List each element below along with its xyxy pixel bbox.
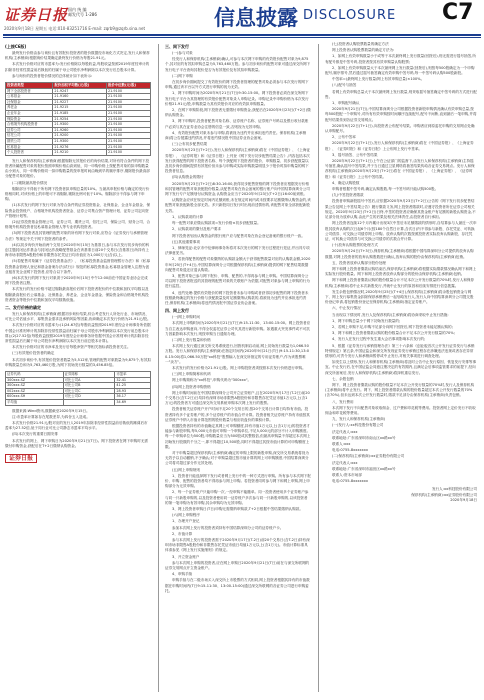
paragraph: 网上申购时间前在中国结算深圳分公司开立证券账户,且在2020年9月17日(T-2日)前20个交易日(含T-2日)日均持有深圳市场非限售A股股份和非限售存托凭证市值1万元以上(含1万元)的投资者方可通过深交所交易系统申购本次网上发行的股票。 [165,390,310,406]
table-cell: 21.9260 [53,127,107,133]
paragraph: 网下投资者划出认购资金的银行账户应与配售对象在协会登记备案的银行账户一致。 [172,233,305,238]
table-cell: 002xxx.SZ [6,388,64,394]
table-cell: 21.9100 [107,110,151,116]
paragraph: 网上投资者连续12个月内累计出现3次中签后未足额缴款的情形时,自结算参与人最近一次申报其放弃认购的次日起6个月(按180个自然日计算,含次日)内不得参与新股、存托凭证、可转换公司债券、可交换公司债券网上申购。放弃认购的次数按照投资者实际放弃认购新股、存托凭证、可转换公司债券与可交换公司债券的次数合并计算。 [325,221,477,241]
paragraph: 六、中止发行情况 [332,306,361,311]
paragraph: (1)本次发行的网下发行对象为符合条件的证券投资基金、社保基金、企业年金基金、保险资金投资账户、合格境外机构投资者资金、证券公司集合资产管理计划、证券公司定向资产管理计划等。 [5,203,151,218]
table-cell: 公募基金 [6,94,53,100]
table-cell: 可比公司C [63,388,115,394]
table-cell: 21.9160 [53,94,107,100]
paragraph: 八、发行费用 [332,399,354,404]
table-cell: 21.9215 [53,105,107,111]
paragraph: 2、市值计算 [172,531,193,536]
paragraph: (三)网上申购简称和代码 [172,372,211,377]
signoff: 发行人:xx科技股份有限公司 保荐机构(主承销商):xx证券股份有限公司 2020年9月18日 [411,487,477,502]
table-cell: 平均值 [6,400,64,406]
paragraph: 2、在网下申购阶段,网下投资者无需缴付申购资金,获配后在2020年9月23日(T+2日)缴纳认购资金。 [165,108,311,118]
paragraph: 2020年9月21日(T日),中国结算深圳分公司根据投资者新股申购情况确认有效申购总量,按每500股配一个申购号,对所有有效申购按时间顺序连续配号,配号不间断,直到最后一笔申购,并将配号结果传到各证券交易网点。 [325,107,477,122]
table-cell: 21.9100 [107,88,151,94]
paragraph: 发行人和保荐机构(主承销商)根据初步询价结果,综合考虑发行人所处行业、市场情况、可比公司估值水平、募集资金需求及承销风险等因素,协商确定本次发行价格为21.91元/股。 [5,312,151,322]
newspaper-logo: 证券日报 [4,6,69,24]
column-divider [318,44,319,692]
newspaper-stamp: 证券日报 [5,454,37,463]
table-cell: 可比公司B [63,383,115,389]
paragraph: 2020年9月22日(T+1日),向投资者公布配号结果。申购者应到原委托申购的交易网点处确认申购配号。 [325,123,475,134]
paragraph: 参加本次网上发行的投资者须持有中国结算深圳分公司的证券账户卡。 [172,525,284,530]
paragraph: 3、网上投资者申购日(T日)申购无需缴纳申购款,T+2日根据中签结果缴纳认购款。 [172,507,303,512]
paragraph: (一)参与对象 [172,51,193,55]
paragraph: 本次初步询价中,有效报价投资者数量为5,512家,管理的配售对象数量为9,875个,有效拟申购数量总和为5,763,460万股,为网下初始发行数量的3,456.85倍。 [5,357,151,367]
table-cell: 21.9100 [107,144,151,150]
table-cell: 34.69 [115,400,151,406]
paragraph: 发行人和保荐机构(主承销商)根据剔除无效报价后的询价结果,对所有符合条件的网下投资者所属配售对象的报价按照申购价格由高到低、同一申购价格上按配售对象的拟申购数量由小到大、同一申购价格同一拟申购数量的按申报时间由晚到早的顺序排序,剔除报价最高部分配售对象的报价。 [5,158,150,179]
paragraph: 本次发行的网上、网下申购日为2020年9月21日(T日)。网下投资者在网下申购时无需缴付申购资金,获配后在T+2日缴纳认购资金。 [5,438,149,448]
table-cell: 21.9227 [53,99,107,105]
paragraph: 网上申购简称为"xx科技",申购代码为"300xxx"。 [172,378,252,383]
table-header-cell: 市盈率 [115,372,151,378]
paragraph: 1、网下申购总量小于网下初始发行数量的; [332,318,401,323]
paragraph: 4、违约处理:提供有效报价的网下投资者未参与申购或者获得初步配售的网下投资者未按照最终确定的发行价格与获配数量及时足额缴纳认购款的,将被视为违约并应承担违约责任,保荐机构(主承销商)将违约情况报中国证券业协会备案。 [165,290,309,305]
paragraph: 1、投资者只能选择网下发行或者网上发行中的一种方式进行申购。所有参与本次网下报价、申购、配售的投资者均不得再参与网上申购。若投资者同时参与网下和网上申购,网上申购部分为无效申购。 [165,473,311,489]
table-cell: 私募基金 [6,144,53,150]
paragraph: 联系人:xxx [332,442,351,447]
column-1 [5,42,151,692]
paragraph: 4、有效报价配售对象未参与申购,将被视为违约并应承担违约责任。保荐机构(主承销商)将公告披露违约情况,并将违约情况报中国证券业协会备案。 [165,130,307,141]
table-cell: 可比公司A [63,377,115,383]
table-cell: 41.25 [115,383,151,389]
table-header-cell: 报价加权平均数(元/股) [53,83,107,89]
paragraph: (六)网上申购程序 [172,513,200,518]
paragraph: 申购者根据中签号码,确定认购股数,每一中签号码只能认购500股。 [332,187,439,192]
paragraph: 2020年9月23日(T+2日)8:30-16:00,获得初步配售资格的网下投资者应根据发行价格和其管理的配售对象获配股份数量,从配售对象在协会备案的银行账户向中国结算深圳分公司网下发行专户足额划付认购资金,认购资金应当于2020年9月23日(T+2日)16:00前到账。 [165,181,310,197]
table-cell: 21.9100 [107,94,151,100]
table-cell: 可比公司D [63,394,115,400]
paragraph: 每一配售对象应缴认购款项=发行价格×初步获配数量。 [172,221,261,226]
paragraph: 5、根据《证券发行与承销管理办法》第三十六条和《创业板首次公开发行证券发行与承销特别规定》第五条,中国证监会和深交所发现证券发行承销过程存在涉嫌违法违规或者存在异常情形的,可责令发行人和承销商暂停或中止发行,对相关事项进行调查处理。 [325,343,475,358]
paragraph: (6)本次发行的网下发行对象须于2020年9月15日中午12:00前在中国证券业协会完成网下投资者注册。 [5,276,148,286]
table-cell: 证券公司 [6,127,53,133]
table-cell: 21.9247 [53,88,107,94]
paragraph: 3、网下申购时,投资者配售对象名称、证券账户名称、证券账户号码以及银行收付款账户必须与其在证券业协会注册的信息一致,否则视为无效申购。 [165,119,309,129]
paragraph: (二)网上发行数量和价格 [172,337,211,342]
paragraph: 2、公布中签率 [332,135,356,140]
section-heading: 三、网下发行 [165,44,189,49]
page-number: C7 [442,0,474,25]
paragraph: 参与本次网上发行的投资者需于2020年9月17日(T-2日)前20个交易日(含T-2日)持有深圳市场非限售A股股份和非限售存托凭证市值日均值1万元以上(含1万元)。市值计算标准具体请参见《网上发行实施细则》的规定。 [165,538,310,553]
paragraph: 2、如网上有效申购数量大于本次最终网上发行数量(回拨后),则按每500股确定为一个申购配号,顺序排号,然后通过摇号抽签确定有效申购中签号码,每一中签号码认购500股新股。 [325,65,475,76]
table-cell: 21.9100 [107,150,151,156]
paragraph: 3、配售对象已参与网下报价、申购、配售的,不得再参与网上申购。中国结算深圳分公司以网下投资者报送的其管理的配售对象的关联账户为依据,对配售对象参与网上申购的行为进行监控。 [165,273,310,289]
paragraph: 对于申购量超过保荐机构(主承销商)确定的申购上限的新股申购,深交所交易系统将视为无效予以自动撤销,不予确认;对于申购量超过按市值计算的网上可申购额度,中国结算深圳分公司将对超过部分作无效处理。 [165,451,309,466]
table-cell: 600xxx.SH [6,394,64,400]
paragraph: 3、网下和网上投资者缴款认购的股份数量合计不足本次公开发行数量的70%; [332,331,455,336]
header-rule-thin [3,37,481,38]
paragraph: 网上投资者认购股票数量的确定方法为: [332,48,395,53]
paragraph-group [165,315,311,594]
paragraph-group [5,51,151,79]
paragraph: 投资者相关证券账户开户时间不足20个交易日的,按20个交易日计算日均持有市值。投资者持有多个证券账户的,多个证券账户的市值合并计算。投资者相关证券账户持有市值按其证券账户中纳入市值计算范围的股份数量与相应收盘价的乘积计算。 [165,407,310,422]
paragraph: 1、律师见证:北京市中伦律师事务所将对本次发行的网下发行过程进行见证,并出具专项法律意见书。 [165,245,310,256]
table-cell: 28.93 [115,388,151,394]
paragraph-group [5,409,151,449]
paragraph: 本次发行价格21.91元/股对应的发行人2019年扣除非经常性损益前后孰低的摊薄后市盈率为27.52倍,低于同行业可比公司静态市盈率平均水平。 [5,421,148,431]
paragraph: 若网上有效申购总量大于本次最终网上发行数量,则采取摇号抽签确定中签号码的方式进行配售。 [325,89,477,99]
paragraph-group [325,42,477,484]
paragraph: 经发行人和保荐机构(主承销商)确认,可参与本次网下申购的有效报价配售对象为9,875个,其对应的有效拟申购总量为5,763,460万股。参与初步询价的配售对象可通过深交所网下发行电子平台查询其报价是否为有效报价及有效拟申购数量。 [165,57,311,72]
table-cell: 21.9300 [53,138,107,144]
paragraph: 电话:0755-8xxxxxxx [332,448,369,453]
table-cell: 32.41 [115,377,151,383]
paragraph: 网下、网上投资者缴款认购的股份数量不足本次公开发行数量的70%时,发行人及保荐机构(主承销商)将中止发行。网下、网上投资者缴款认购的股份数量超过本次公开发行数量的70%(含70%),但未达到本次公开发行数量时,缴款不足部分由保荐机构(主承销商)负责包销。 [325,382,475,398]
section-heading: 四、网上发行 [165,308,189,314]
table-cell [63,400,115,406]
paragraph: 联系地址:广东省深圳市福田区xx路xx号 [332,466,396,471]
paragraph: 九、发行人和保荐机构(主承销商) [332,417,386,422]
paragraph: 3、开立资金账户 [172,554,200,559]
table-cell: 300xxx.SZ [6,377,64,383]
table-cell: 21.9210 [53,150,107,156]
table-cell: 21.9100 [107,127,151,133]
table-cell: 养老金 [6,105,53,111]
paragraph: 4、发行人在发行过程中发生重大会后事项影响本次发行的; [332,337,426,342]
column-3 [325,42,477,692]
paragraph: 1、办理开户登记 [172,519,200,524]
logo-tagline: 国内 统 编 邮发代号 1-286 [68,7,97,17]
paragraph: 法定代表人:xxx [332,460,358,465]
table-cell: 36.17 [115,394,151,400]
paragraph: 根据投资者持有的市值确定其网上可申购额度,持有市值1万元以上(含1万元)的投资者才能参与新股申购,每5,000元市值可申购一个申购单位,不足5,000元的部分不计入申购额度。每一个申购单位为500股,申购数量应当为500股或其整数倍,但最高申购量不得超过本次网上初始发行股数的千分之一,即不得超过10,500股,同时不得超过其按市值计算的可申购额度上限。 [165,424,311,449]
paragraph: (3)网下投资者及其管理的配售对象的所有网下发行对象,应符合《证券发行与承销管理办法》等规定中关于网下投资者的条件。 [5,231,148,241]
table-row [6,400,151,406]
paragraph: 如发生以上情形,发行人和保荐机构(主承销商)将及时公告中止发行原因、恢复发行安排等事宜。中止发行后,在中国证监会同意注册决定的有效期内,且满足会后事项监管要求的前提下,经向深交所备案后,发行人和保荐机构(主承销商)将择机重启发行。 [325,360,477,375]
table-cell: 21.9185 [53,110,107,116]
paragraph: 中签率=(最终网上发行数量/网上有效申购总量)×100%。 [332,77,425,82]
paragraph: 当出现以下情况时,发行人及保荐机构(主承销商)将协商采取中止发行措施: [332,312,449,317]
table-cell: 期货公司 [6,138,53,144]
paragraph: 联系地址:广东省深圳市南山区xx路xx号 [332,435,396,440]
table-cell: 个人投资者 [6,150,53,156]
column-divider [158,44,159,692]
paragraph: 1、申购配号确认 [332,101,360,106]
paragraph: 投资者申购新股摇号中签后,应依据2020年9月23日(T+2日)公告的《网下发行初步配售结果公告及网上中签结果公告》履行缴款义务,网上投资者缴款时,应遵守投资者所在证券公司相关规定。2020年9月23日(T+2日)日终,中签的投资者应确保其资金账户有足额的新股认购资金,不足部分视为放弃认购,由此产生的后果及相关法律责任,由投资者自行承担。 [325,199,476,220]
paragraph: (七)投资者认购股票数量的确定方法 [332,42,389,46]
paragraph: (十)放弃认购股票的处理方式 [332,243,378,248]
paragraph: 1、网下申购时间为2020年9月21日(T日)9:30-15:00。网下投资者必须在深交所网下发行电子平台为其管理的有效报价配售对象录入申购记录。申购记录中申购价格为本次发行价格21.91元/股,申购数量为其有效报价对应的有效拟申购数量。 [165,91,309,106]
paragraph: 参与本次网上申购的投资者,应在网上申购日2020年9月21日(T日)前在与深交所联网的证券交易网点开立资金账户。 [165,560,310,571]
paragraph: 参与询价的投资者报价情况的总体统计如下表所示: [12,73,93,78]
paragraph: 1、认购款项的计算 [172,214,204,219]
paragraph: 五、投资者放弃认购部分股份处理 [332,260,386,265]
paragraph: 最终发行价格由参与询价且有效报价投资者的报价数据经市场化方式决定,发行人和保荐机构(主承销商)根据询价结果确定最终发行价格为每股21.91元。 [5,51,150,61]
table-cell: 21.9200 [53,133,107,139]
paragraph: 在初步询价期间提交了有效报价的网下投资者管理的配售对象必须参与本次发行的网下申购,通过该平台以外方式进行申购的视为无效。 [165,80,309,90]
paragraph: (三)有效报价投资者的确定 [12,351,55,356]
paragraph: 发生余股包销情况时,2020年9月25日(T+4日),保荐机构(主承销商)将余股包销资金与网下、网上发行募集资金扣除保荐承销费后一起划给发行人,发行人向中国结算深圳分公司提交股份登记申请,将包销股份登记至保荐机构(主承销商)指定证券账户。 [325,289,474,305]
paragraph: 1、如网上有效申购数量小于或等于本次最终网上发行数量(回拨后),则无需进行摇号抽签,所有配号都是中签号码,投资者按其有效申购量认购股票; [325,54,476,64]
table-cell: 社保基金 [6,99,53,105]
paragraph: 剔除部分不得低于所有网下投资者拟申购总量的10%。当最高申报价格与确定的发行价格相同时,对该价格上的申报可不再剔除,剔除比例可低于10%。剔除部分不得参与网下申购。 [5,186,150,202]
paragraph: 2020年9月24日(T+3日),保荐机构(主承销商)将根据中国结算深圳分公司提供的放弃认购数据,对网上投资者的放弃认购股数进行确认,放弃认购的股份由保荐机构(主承销商)包销。 [325,249,474,259]
paragraph: 4、确定认购股数 [332,180,360,185]
table-cell: 21.9300 [53,122,107,128]
paragraph: 本次发行价格对应的市盈率为:发行价格除以每股收益,每股收益按照2019年度经审计的扣除非经常性损益前后孰低的归属于母公司股东净利润除以本次发行后总股本计算。 [5,62,150,72]
section-english-title: DISCLOSURE [303,8,397,23]
paragraph: 本次网上申购时间为2020年9月21日(T日)9:15-11:30、13:00-15:00。网上投资者应当自主表达申购意向,不得全权委托证券公司代其进行新股申购。如遇重大突发事件或不可抗力因素影响本次发行,则按申购当日通知办理。 [165,321,311,336]
masthead [0,0,484,40]
paragraph: (三)公布初步配售结果 [172,142,208,147]
paragraph-group [5,312,151,368]
paragraph: 2、每一个证券账户只能申购一次,一经申购不能撤单。同一投资者使用多个证券账户参与同一只新股申购的,以及投资者使用同一证券账户多次参与同一只新股申购的,以该投资者的第一笔申购为有效申购,其余申购均为无效申购。 [165,490,309,505]
table-cell: 21.9254 [53,116,107,122]
paragraph: 4、申购手续 [172,572,193,577]
paragraph: (五)网上申购规则 [172,467,200,472]
table-cell: 企业年金 [6,110,53,116]
paragraph: (四)本次发行的重要日期安排 [12,432,58,437]
paragraph: (4)以初步询价开始前两个交易日2020年9月15日为基准日,参与本次发行初步询价的科创主题封闭运作基金与封闭运作战略配售基金在该基准日前20个交易日(含基准日)所持有上海市场非限售A股股份和非限售存托凭证日均市值应为1,000万元(含)以上。 [5,242,150,258]
paragraph: 2020年9月22日(T+1日),发行人和保荐机构(主承销商)将在《中国证券报》、《上海证券报》、《证券时报》和《证券日报》上公布网上发行中签率。 [325,141,474,151]
paragraph: 注:市盈率计算如存在尾数差异,为四舍五入造成。 [12,414,90,419]
paragraph: 2020年9月22日(T+1日)上午在公证部门的监督下,由发行人和保荐机构(主承销商)主持摇号抽签,确认摇号中签结果,并于当日通过卫星网络将抽签结果传给各证券交易网点。发行人和保荐机构(主承销商)2020年9月23日(T+2日)将在《中国证券报》、《上海证券报》、《证券时报》和《证券日报》上公布中签结果。 [325,159,475,179]
paragraph: 联系人:资本市场部 [332,473,362,478]
paragraph: 法定代表人:xxx [332,429,358,434]
paragraph: 2、认购款项的缴付及账户要求 [172,227,222,232]
paragraph: (2)证券投资基金管理公司、证券公司、期货公司、信托公司、保险公司、财务公司、合格境外机构投资者及私募基金管理人等专业机构投资者。 [5,219,151,230]
date-line: 2020年9月18日 星期五 电话:010-83251716 E-mail: zqrb9@zqrb.sina.net [4,26,146,31]
table-cell: 网下全部投资者 [6,88,53,94]
paragraph: 本次发行的发行价格为21.91元/股。网上申购投资者须按照本次发行价格进行申购。 [172,365,306,370]
paragraph: (八)配号与抽签 [332,83,357,88]
paragraph: 网下和网上投资者缴款认购的股份数量合计不足本次公开发行数量的70%时,发行人和保荐机构(主承销商)将中止本次新股发行,并就中止发行的原因和后续安排进行信息披露。 [325,278,475,288]
paragraph: (5)若配售对象属于《证券投资基金法》、《私募投资基金监督管理暂行办法》和《私募投资基金管理人登记和基金备案办法(试行)》规范的私募投资基金,私募基金管理人注册为创业板首发企业网下投资者,应符合以下条件。 [5,259,151,274]
paragraph: 本次发行的发行价格不超过剔除最高报价后网下投资者报价的中位数和加权平均数以及剔除最高报价后公募基金、社保基金、养老金、企业年金基金、保险资金和合格境外机构投资者资金等报价中位数和加权平均数孰低值。 [5,287,149,302]
paragraph: 认购资金应该在规定时间内足额到账,未在规定时间内或未按要求足额缴纳认购资金的,该配售对象获配新股全部无效。多只新股同日发行时出现前述情形的,该配售对象全部获配新股无效。 [165,198,311,213]
table-cell: 300xxx.SZ [6,383,64,389]
paragraph: (二)网下申购 [172,73,193,78]
paragraph: (一)网上申购时间 [172,315,200,320]
paragraph: 申购手续与在二级市场买入深交所上市股票的方式相同,网上投资者根据其持有的市值数据在申购时间内(T日9:15-11:30、13:00-15:00)通过深交所联网的各证券公司进行申购委托。 [165,578,310,593]
table-header-cell: 投资者类型 [6,83,53,89]
paragraph: (二)剔除最高报价情况 [12,180,48,185]
table-header-cell: 证券代码 [6,372,64,378]
table-cell: 21.9100 [107,105,151,111]
section-heading: 二、发行价格的确定 [5,305,41,311]
continuation-heading: (上接C6版) [5,44,27,49]
paragraph: 本次网下发行不向配售对象收取佣金、过户费和印花税等费用。投资者网上定价发行不收取佣金和印花税等费用。 [325,405,476,415]
table-cell: 21.9276 [53,144,107,150]
table-cell: 21.9100 [107,138,151,144]
table-cell: 21.9100 [107,133,151,139]
comparable-companies-table [5,371,151,406]
paragraph: 网下和网上投资者缴款认购结束后,保荐机构(主承销商)将根据实际缴款情况确认网下和网上实际发行股份数量。网下和网上投资者放弃认购部分的股份由保荐机构(主承销商)包销。 [325,266,477,277]
paragraph: (二)保荐机构(主承销商):xx证券股份有限公司 [332,454,405,459]
section-title: 信息披露 [214,6,298,30]
table-cell: 信托公司 [6,133,53,139]
paragraph: 电话:0755-8xxxxxxx [332,479,369,484]
paragraph: 七、余股包销 [332,376,354,381]
paragraph: 数据来源:Wind资讯,数据截至2020年9月15日。 [12,408,90,413]
table-header-cell: 证券简称 [63,372,115,378]
column-2 [165,42,311,692]
paragraph-group [165,51,311,306]
paragraph: (五)其他重要事项 [172,239,200,244]
paragraph: (四)认购资金的缴付 [172,175,204,180]
paragraph: 2020年9月23日(T+2日),发行人和保荐机构(主承销商)将在《中国证券报》、《上海证券报》、《证券时报》和《证券日报》上刊登《网下发行初步配售结果公告》,内容包括本次发行获得配售的网下投资者名称、每个获配网下投资者的报价、申购数量、初步获配数量以及初步询价期间提供有效报价但未参与申购或实际申购数量明显少于报价时拟申购量的网下投资者信息。 [165,148,311,174]
paragraph: (四)网上投资者申购资格 [172,384,211,389]
paragraph: 2、若网上申购不足,申购不足部分向网下回拨后,网下投资者未能足额认购的; [332,324,453,329]
header-rule [3,34,481,36]
quote-summary-table [5,82,151,156]
paragraph: (九)中签投资者缴款 [332,193,364,198]
table-header-cell: 报价中位数(元/股) [107,83,151,89]
paragraph: 本次发行价格对应的市盈率为:(1)24.67倍(每股收益按照2019年度经会计师事务所依据中国会计准则审计的扣除非经常性损益前归属于母公司股东净利润除以本次发行前总股本计算);(2)27.52倍(每股收益按照2019年度经会计师事务所依据中国会计准则审计的扣除非经常性损益后归属于母公司股东净利润除以本次发行前总股本计算)。 [5,323,151,344]
table-cell: 21.9100 [107,116,151,122]
table-cell: 21.9100 [107,99,151,105]
paragraph-group [5,159,151,303]
paragraph: 2、若获得配售的配售对象缴纳的认购款金额大于获得配售数量对应的认购款金额,2020年9月25日(T+4日),中国结算深圳分公司根据保荐机构(主承销商)提供的网下配售结果数据向配售对象退还应退认购款。 [165,257,311,272]
table-cell: 合格境外机构投资者 [6,122,53,128]
paragraph: 本次发行价格对应的市净率及发行后每股净资产等相关指标请投资者关注。 [12,345,131,350]
paragraph: 3、摇号抽签、公布中签结果 [332,152,378,157]
table-cell: 保险资金 [6,116,53,122]
table-cell: 21.9100 [107,122,151,128]
paragraph: (一)发行人:xx科技股份有限公司 [332,423,384,428]
table-row [6,150,151,156]
paragraph: 本次网上发行通过深交所交易系统进行,回拨机制启动前,网上初始发行数量为1,066.50万股。发行人和保荐机构(主承销商)在指定时间内(2020年9月21日(T日)9:15-11:30,13:00-15:00)将1,066.50万股"xx科技"股票输入在深交所指定的专用证券账户,作为该股票唯一"卖方"。 [165,344,309,364]
